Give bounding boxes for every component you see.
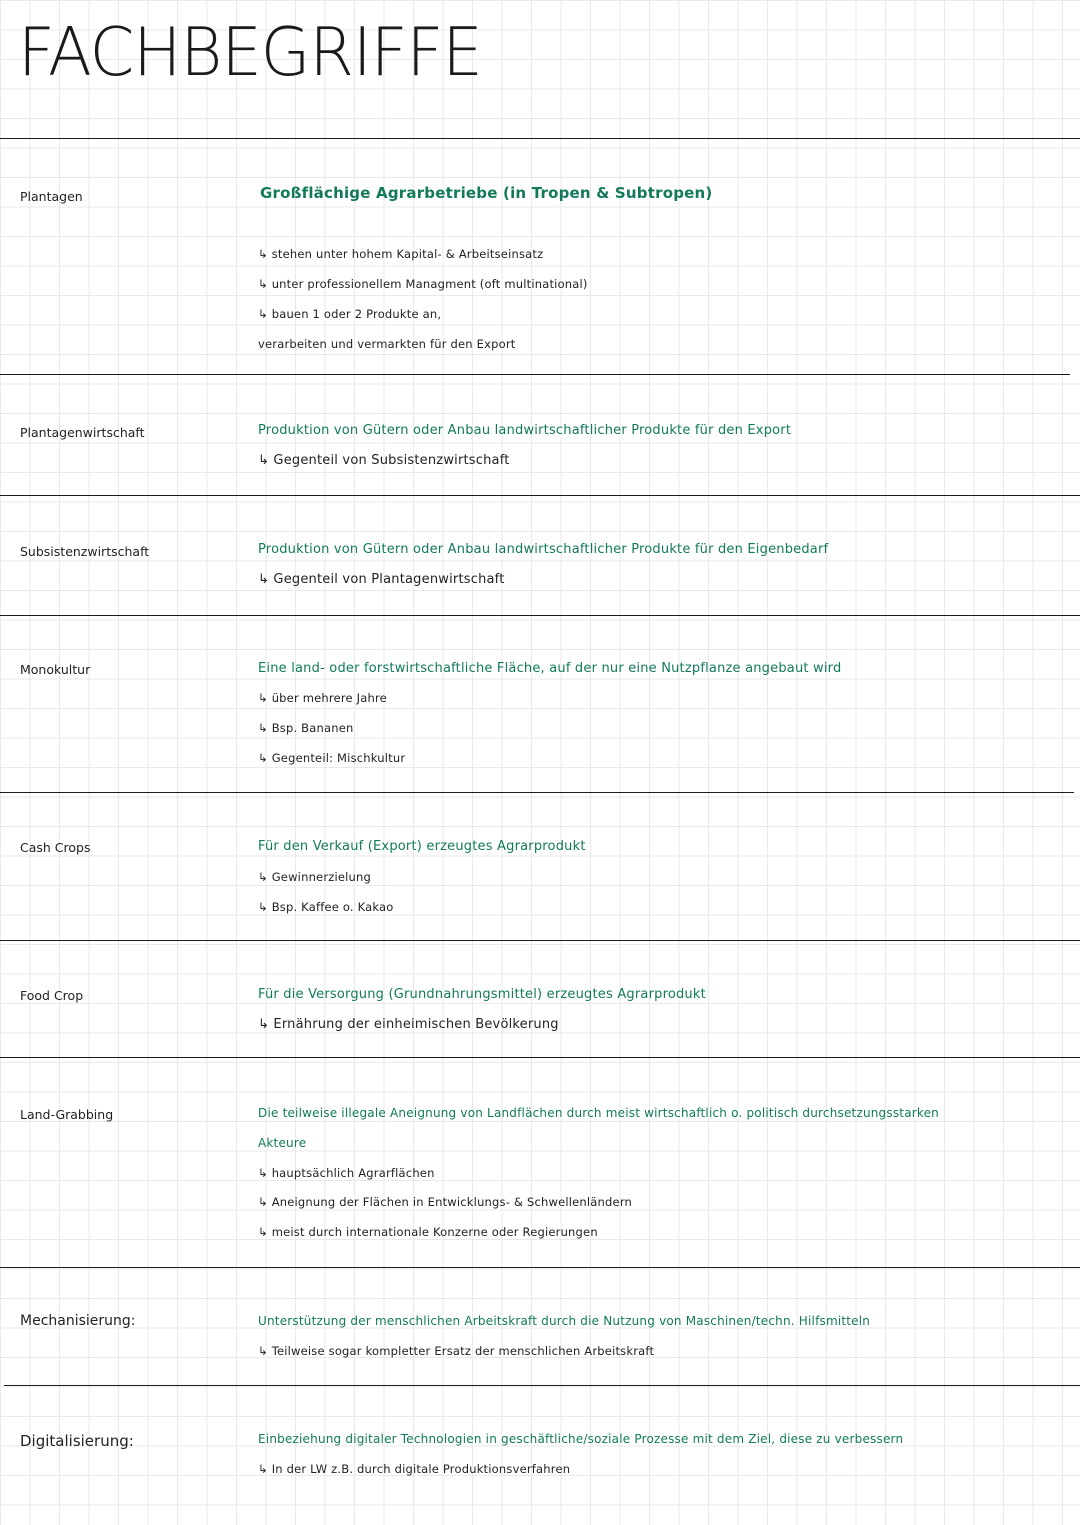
definition-text: Produktion von Gütern oder Anbau landwirtschaftlicher Produkte für den Export bbox=[258, 423, 792, 438]
divider bbox=[0, 1267, 1080, 1268]
definition-text-cont: Akteure bbox=[258, 1136, 307, 1150]
note-line: ↳ In der LW z.B. durch digitale Produktionsverfahren bbox=[258, 1462, 571, 1476]
note-line: ↳ bauen 1 oder 2 Produkte an, bbox=[258, 307, 442, 321]
note-line: ↳ meist durch internationale Konzerne oder Regierungen bbox=[258, 1225, 598, 1239]
definition-text: Großflächige Agrarbetriebe (in Tropen & Subtropen) bbox=[260, 184, 713, 202]
divider bbox=[0, 374, 1070, 375]
divider bbox=[0, 792, 1074, 793]
term-label: Plantagen bbox=[20, 189, 83, 204]
term-label: Food Crop bbox=[20, 988, 84, 1003]
term-label: Cash Crops bbox=[20, 840, 91, 855]
definition-text: Einbeziehung digitaler Technologien in geschäftliche/soziale Prozesse mit dem Ziel, diese zu verbessern bbox=[258, 1432, 904, 1446]
divider bbox=[0, 1057, 1080, 1058]
divider bbox=[0, 615, 1080, 616]
term-label: Plantagenwirtschaft bbox=[20, 425, 145, 440]
term-label: Digitalisierung: bbox=[20, 1432, 134, 1450]
divider bbox=[0, 940, 1080, 941]
page-title: FACHBEGRIFFE bbox=[18, 14, 482, 92]
definition-text: Für den Verkauf (Export) erzeugtes Agrarprodukt bbox=[258, 839, 586, 854]
note-line: ↳ unter professionellem Managment (oft multinational) bbox=[258, 277, 588, 291]
note-line: ↳ Bsp. Kaffee o. Kakao bbox=[258, 900, 394, 914]
term-label: Mechanisierung: bbox=[20, 1313, 136, 1329]
note-line: ↳ Gegenteil von Subsistenzwirtschaft bbox=[258, 453, 510, 468]
definition-text: Produktion von Gütern oder Anbau landwirtschaftlicher Produkte für den Eigenbedarf bbox=[258, 542, 829, 557]
term-label: Land-Grabbing bbox=[20, 1107, 114, 1122]
note-line: ↳ über mehrere Jahre bbox=[258, 691, 387, 705]
definition-text: Für die Versorgung (Grundnahrungsmittel) erzeugtes Agrarprodukt bbox=[258, 987, 706, 1002]
note-line: ↳ Teilweise sogar kompletter Ersatz der menschlichen Arbeitskraft bbox=[258, 1344, 655, 1358]
divider bbox=[0, 495, 1080, 496]
note-line: ↳ stehen unter hohem Kapital- & Arbeitseinsatz bbox=[258, 247, 544, 261]
divider bbox=[0, 138, 1080, 139]
definition-text: Unterstützung der menschlichen Arbeitskraft durch die Nutzung von Maschinen/techn. Hilfsmitteln bbox=[258, 1314, 871, 1328]
definition-text: Die teilweise illegale Aneignung von Landflächen durch meist wirtschaftlich o. politisch durchsetzungsstarken bbox=[258, 1106, 939, 1120]
note-line: ↳ Gegenteil von Plantagenwirtschaft bbox=[258, 572, 505, 587]
term-label: Subsistenzwirtschaft bbox=[20, 544, 150, 559]
note-line: ↳ hauptsächlich Agrarflächen bbox=[258, 1166, 435, 1180]
definition-text: Eine land- oder forstwirtschaftliche Fläche, auf der nur eine Nutzpflanze angebaut wird bbox=[258, 661, 842, 676]
note-line: ↳ Ernährung der einheimischen Bevölkerung bbox=[258, 1017, 559, 1032]
divider bbox=[4, 1385, 1080, 1386]
term-label: Monokultur bbox=[20, 662, 91, 677]
note-line: ↳ Gewinnerzielung bbox=[258, 870, 372, 884]
note-line: ↳ Gegenteil: Mischkultur bbox=[258, 751, 406, 765]
note-line: ↳ Bsp. Bananen bbox=[258, 721, 354, 735]
note-line: ↳ Aneignung der Flächen in Entwicklungs- & Schwellenländern bbox=[258, 1195, 633, 1209]
note-line: verarbeiten und vermarkten für den Export bbox=[258, 337, 516, 351]
